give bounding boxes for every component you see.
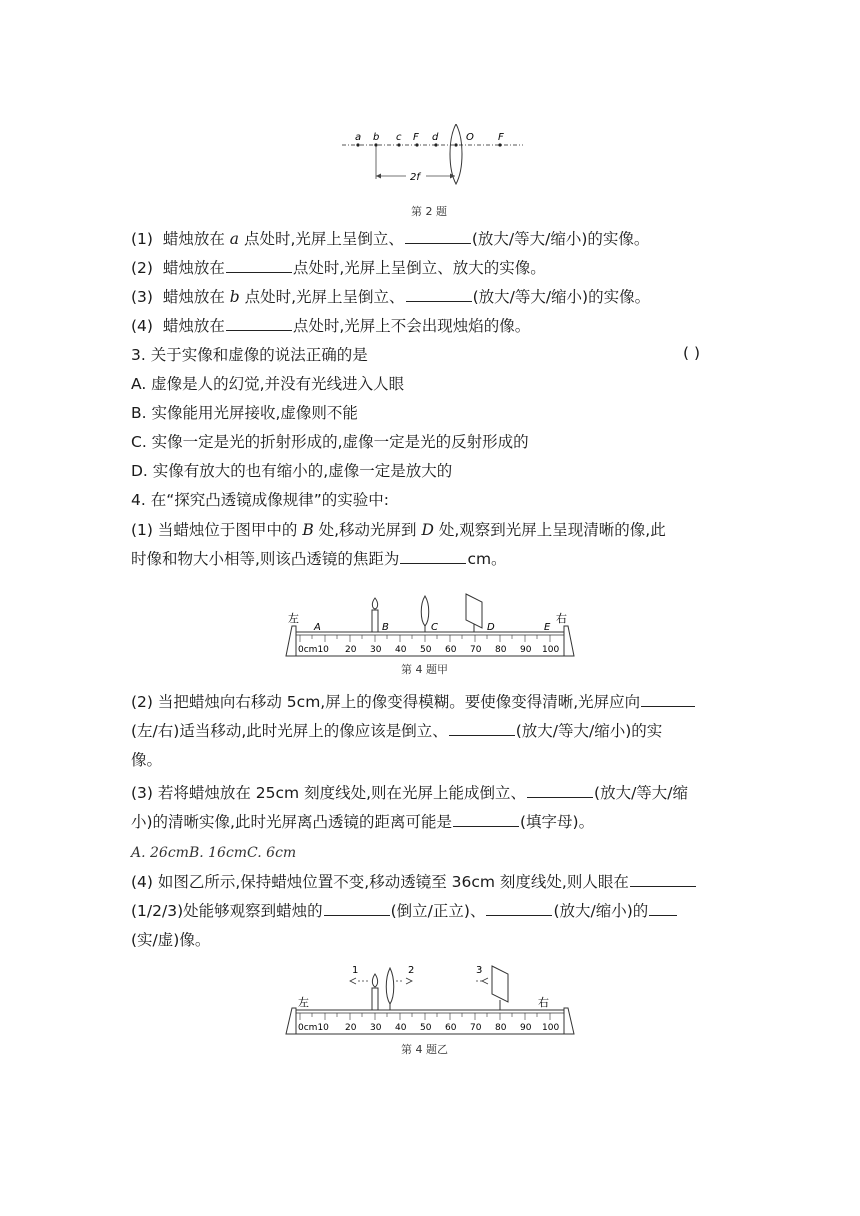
fig2-point-F2: F [498,132,504,143]
fig4a-right: 右 [556,612,567,625]
answer-blank[interactable] [406,287,472,302]
fig2-point-O: O [466,132,474,143]
q3-option-c[interactable]: C. 实像一定是光的折射形成的,虚像一定是光的反射形成的 [131,433,529,451]
answer-blank[interactable] [324,901,390,916]
fig4a-point-E: E [544,622,551,633]
fig4b-scale-80: 80 [495,1023,507,1033]
fig4a-scale-50: 50 [420,645,432,655]
answer-blank[interactable] [527,783,593,798]
fig4b-scale-70: 70 [470,1023,482,1033]
fig4a-scale-20: 20 [345,645,357,655]
answer-blank[interactable] [226,258,292,273]
figure-q2 [340,124,525,186]
fig4a-scale-80: 80 [495,645,507,655]
fig4a-scale-100: 100 [542,645,560,655]
fig2-point-a: a [355,132,362,143]
fig4a-scale-90: 90 [520,645,532,655]
fig4a-scale-0: 0cm10 [298,645,329,655]
q2-sub2: (2) 蜡烛放在 点处时,光屏上呈倒立、放大的实像。 [131,259,546,277]
fig4a-point-B: B [382,622,389,633]
fig4b-right: 右 [538,996,549,1009]
q4-sub4-line1: (4) 如图乙所示,保持蜡烛位置不变,移动透镜至 36cm 刻度线处,则人眼在 [131,871,697,893]
q4-sub3-line2: 小)的清晰实像,此时光屏离凸透镜的距离可能是 (填字母)。 [131,813,595,831]
fig4a-point-A: A [314,622,321,633]
answer-blank[interactable] [453,812,519,827]
q4-stem: 4. 在“探究凸透镜成像规律”的实验中: [131,491,389,509]
q4-sub2-line2: (左/右)适当移动,此时光屏上的像应该是倒立、 (放大/等大/缩小)的实 [131,722,663,740]
fig4a-screen [466,594,482,628]
answer-blank[interactable] [449,721,515,736]
answer-blank[interactable] [630,872,696,887]
fig4b-eye-3: 3 [476,965,483,976]
fig4b-scale-20: 20 [345,1023,357,1033]
q2-sub4: (4) 蜡烛放在 点处时,光屏上不会出现烛焰的像。 [131,317,531,335]
fig2-point-c: c [396,132,402,143]
answer-blank[interactable] [649,901,677,916]
q3-option-a[interactable]: A. 虚像是人的幻觉,并没有光线进入人眼 [131,375,405,393]
q4-sub1-line2: 时像和物大小相等,则该凸透镜的焦距为 cm。 [131,550,507,568]
q4-sub1-line1: (1) 当蜡烛位于图甲中的 B 处,移动光屏到 D 处,观察到光屏上呈现清晰的像,此 [131,521,666,539]
fig4b-caption: 第 4 题乙 [401,1043,448,1056]
figure-q4a [280,592,580,660]
fig4a-candle [372,610,378,632]
answer-blank[interactable] [641,692,695,707]
q3-option-b[interactable]: B. 实像能用光屏接收,虚像则不能 [131,404,358,422]
q2-sub3: (3) 蜡烛放在 b 点处时,光屏上呈倒立、 (放大/等大/缩小)的实像。 [131,288,651,306]
q3-answer-paren[interactable]: ( ) [683,344,701,362]
fig4b-scale-40: 40 [395,1023,407,1033]
fig4b-scale-90: 90 [520,1023,532,1033]
answer-blank[interactable] [405,229,471,244]
q4-sub2-line1: (2) 当把蜡烛向右移动 5cm,屏上的像变得模糊。要使像变得清晰,光屏应向 [131,691,696,713]
fig4a-scale-30: 30 [370,645,382,655]
fig4b-scale-0: 0cm10 [298,1023,329,1033]
fig4b-eye-1: 1 [352,965,359,976]
fig4b-lens [386,968,394,1004]
q4-sub3-line1: (3) 若将蜡烛放在 25cm 刻度线处,则在光屏上能成倒立、 (放大/等大/缩 [131,784,689,802]
fig4a-scale-70: 70 [470,645,482,655]
fig4a-lens [421,596,429,626]
fig4a-point-D: D [487,622,495,633]
q4-sub4-line2: (1/2/3)处能够观察到蜡烛的 (倒立/正立)、 (放大/缩小)的 [131,900,678,922]
answer-blank[interactable] [400,549,466,564]
fig4a-left: 左 [288,612,299,625]
fig2-point-F1: F [413,132,419,143]
q4-sub3-options: A. 26cmB. 16cmC. 6cm [131,845,297,861]
figure-q4b [280,962,580,1036]
fig4b-scale-100: 100 [542,1023,560,1033]
fig4b-eye-2: 2 [408,965,415,976]
fig4a-scale-40: 40 [395,645,407,655]
fig2-point-b: b [373,132,380,143]
fig4b-left: 左 [298,996,309,1009]
fig4b-scale-60: 60 [445,1023,457,1033]
fig4a-caption: 第 4 题甲 [401,663,448,676]
fig2-dim-label: 2f [410,172,420,183]
q3-stem: 3. 关于实像和虚像的说法正确的是 [131,346,368,364]
q2-sub1: (1) 蜡烛放在 a 点处时,光屏上呈倒立、 (放大/等大/缩小)的实像。 [131,230,650,248]
fig2-point-d: d [432,132,439,143]
q3-option-d[interactable]: D. 实像有放大的也有缩小的,虚像一定是放大的 [131,462,453,480]
q4-sub2-line3: 像。 [131,751,163,769]
fig4b-screen [492,966,508,1002]
fig4a-point-C: C [431,622,438,633]
fig4a-scale-60: 60 [445,645,457,655]
q4-sub4-line3: (实/虚)像。 [131,931,211,949]
fig4b-scale-30: 30 [370,1023,382,1033]
fig4b-scale-50: 50 [420,1023,432,1033]
answer-blank[interactable] [226,316,292,331]
answer-blank[interactable] [486,901,552,916]
fig4b-candle [372,988,378,1010]
fig2-caption: 第 2 题 [411,205,447,218]
